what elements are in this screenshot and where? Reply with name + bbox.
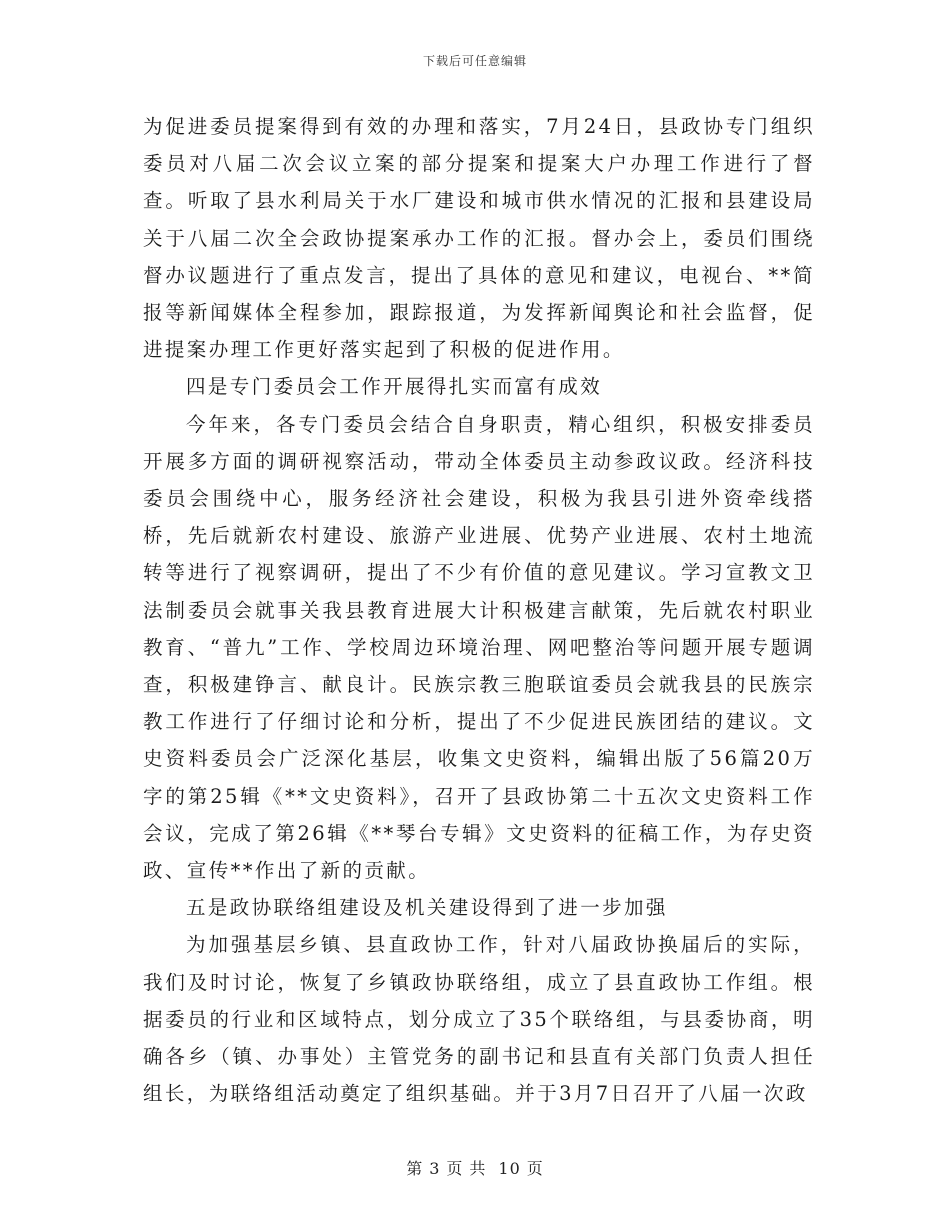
paragraph-special-committees: 今年来，各专门委员会结合自身职责，精心组织，积极安排委员开展多方面的调研视察活动，带动全体委员主动参政议政。经济科技委员会围绕中心，服务经济社会建设，积极为我县引进外资牵线搭桥，先后就新农村建设、旅游产业进展、优势产业进展、农村土地流转等进行了视察调研，提出了不少有价值的意见建议。学习宣教文卫法制委员会就事关我县教育进展大计积极建言献策，先后就农村职业教育、“普九”工作、学校周边环境治理、网吧整治等问题开展专题调查，积极建铮言、献良计。民族宗教三胞联谊委员会就我县的民族宗教工作进行了仔细讨论和分析，提出了不少促进民族团结的建议。文史资料委员会广泛深化基层，收集文史资料，编辑出版了56篇20万字的第25辑《**文史资料》，召开了县政协第二十五次文史资料工作会议，完成了第26辑《**琴台专辑》文史资料的征稿工作，为存史资政、宣传**作出了新的贡献。 — [143, 412, 815, 883]
section-heading-5: 五是政协联络组建设及机关建设得到了进一步加强 — [186, 896, 668, 920]
page-label-mid2: 共 — [469, 1159, 487, 1178]
current-page-number: 3 — [429, 1159, 441, 1178]
document-body — [143, 108, 815, 1112]
page-label-mid1: 页 — [446, 1159, 464, 1178]
page-label-prefix: 第 — [406, 1159, 424, 1178]
page-label-suffix: 页 — [526, 1159, 544, 1178]
header-note: 下载后可任意编辑 — [422, 54, 527, 68]
total-pages-number: 10 — [498, 1159, 521, 1178]
section-heading-4: 四是专门委员会工作开展得扎实而富有成效 — [186, 375, 603, 399]
paragraph-proposal-supervision: 为促进委员提案得到有效的办理和落实，7月24日，县政协专门组织委员对八届二次会议立案的部分提案和提案大户办理工作进行了督查。听取了县水利局关于水厂建设和城市供水情况的汇报和县建设局关于八届二次全会政协提案承办工作的汇报。督办会上，委员们围绕督办议题进行了重点发言，提出了具体的意见和建议，电视台、**简报等新闻媒体全程参加，跟踪报道，为发挥新闻舆论和社会监督，促进提案办理工作更好落实起到了积极的促进作用。 — [143, 115, 815, 362]
page-footer — [0, 1156, 950, 1179]
paragraph-liaison-groups: 为加强基层乡镇、县直政协工作，针对八届政协换届后的实际，我们及时讨论，恢复了乡镇政协联络组，成立了县直政协工作组。根据委员的行业和区域特点，划分成立了35个联络组，与县委协商，明确各乡（镇、办事处）主管党务的副书记和县直有关部门负责人担任组长，为联络组活动奠定了组织基础。并于3月7日召开了八届一次政 — [143, 933, 815, 1106]
